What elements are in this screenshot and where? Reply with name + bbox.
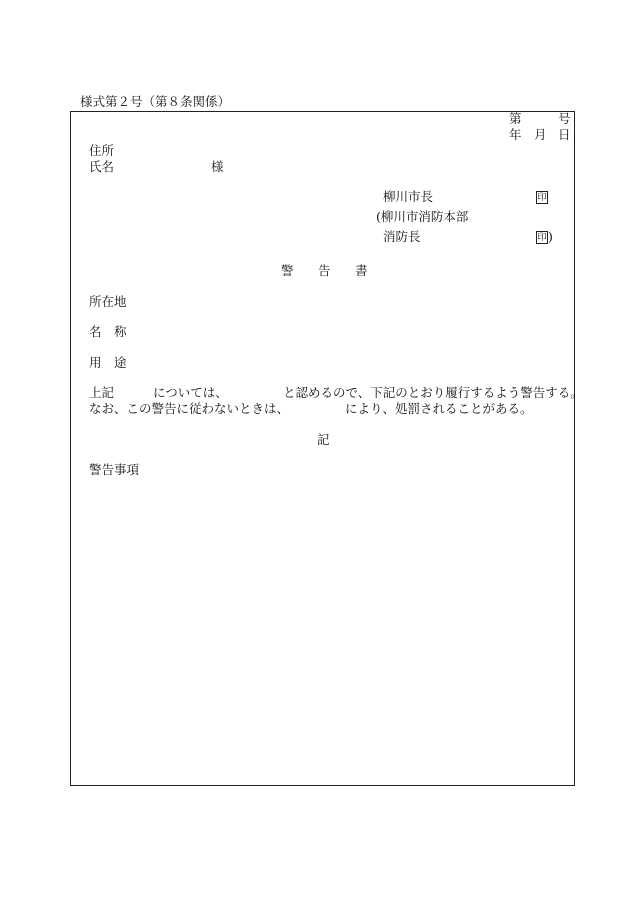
honorific-sama: 様 xyxy=(211,159,224,174)
use-field-char-2: 途 xyxy=(114,355,127,370)
date-day: 日 xyxy=(558,127,571,142)
seal-mark-chief: 印 xyxy=(537,233,547,243)
body-line2-start: なお、この警告に従わないときは、 xyxy=(89,401,290,416)
title-char-koku: 告 xyxy=(318,263,331,278)
issuer-fire-chief: 消防長 xyxy=(383,229,421,244)
document-frame xyxy=(70,111,575,786)
title-char-kei: 警 xyxy=(281,263,294,278)
seal-mark: 印 xyxy=(537,193,547,203)
body-line1-start: 上記 xyxy=(89,385,115,400)
number-dai: 第 xyxy=(509,111,522,126)
name-label: 氏名 xyxy=(89,159,115,174)
name-field-char-1: 名 xyxy=(89,324,102,339)
location-label: 所在地 xyxy=(89,294,127,309)
title-char-sho: 書 xyxy=(355,263,368,278)
date-month: 月 xyxy=(534,127,547,142)
form-number-label: 様式第２号（第８条関係） xyxy=(80,94,231,109)
body-line2-end: により、処罰されることがある。 xyxy=(345,401,533,416)
date-year: 年 xyxy=(509,127,522,142)
body-line1-middle: については、 xyxy=(153,385,228,400)
issuer-mayor: 柳川市長 xyxy=(383,189,434,204)
name-field-char-2: 称 xyxy=(114,324,127,339)
address-label: 住所 xyxy=(89,143,115,158)
number-go: 号 xyxy=(558,111,571,126)
use-field-char-1: 用 xyxy=(89,355,102,370)
closing-paren: ) xyxy=(548,229,553,244)
issuer-fire-department: (柳川市消防本部 xyxy=(376,209,469,224)
body-line1-end: と認めるので、下記のとおり履行するよう警告する。 xyxy=(283,385,583,400)
warning-items-label: 警告事項 xyxy=(89,462,140,477)
ki-heading: 記 xyxy=(317,432,330,447)
